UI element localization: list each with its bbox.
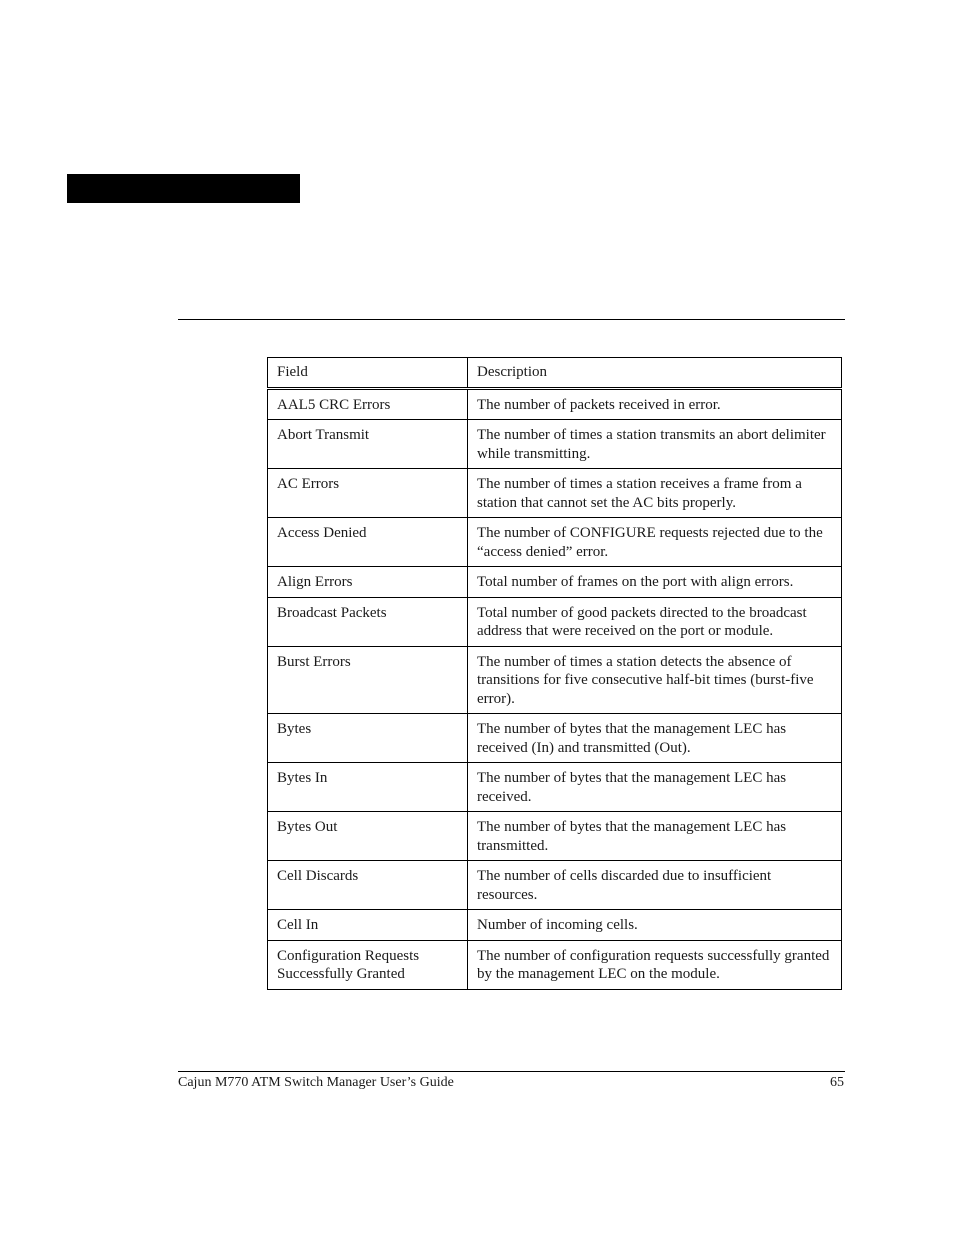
table-row [268,812,842,861]
footer-page-number: 65 [830,1075,844,1090]
table-row [268,940,842,989]
row-description: The number of cells discarded due to insufficient resources. [468,861,842,910]
row-description: The number of packets received in error. [468,388,842,420]
table-row [268,646,842,714]
row-description: The number of times a station detects the absence of transitions for five consecutive half-bit times (burst-five error). [468,646,842,714]
row-field: AC Errors [268,469,468,518]
row-field: Bytes In [268,763,468,812]
row-field: Configuration Requests Successfully Granted [268,940,468,989]
table-row [268,388,842,420]
row-field: AAL5 CRC Errors [268,388,468,420]
row-description: The number of times a station receives a frame from a station that cannot set the AC bits properly. [468,469,842,518]
chapter-tab-bar [67,174,300,203]
table-row [268,861,842,910]
table-row [268,469,842,518]
table-row [268,597,842,646]
row-description: The number of bytes that the management LEC has received (In) and transmitted (Out). [468,714,842,763]
table-row [268,420,842,469]
row-field: Burst Errors [268,646,468,714]
row-description: The number of times a station transmits an abort delimiter while transmitting. [468,420,842,469]
header-rule [178,319,845,320]
footer-rule [178,1071,845,1072]
row-field: Bytes [268,714,468,763]
row-field: Abort Transmit [268,420,468,469]
row-field: Bytes Out [268,812,468,861]
table-row [268,567,842,598]
row-field: Broadcast Packets [268,597,468,646]
table-row [268,518,842,567]
row-description: The number of bytes that the management LEC has received. [468,763,842,812]
row-field: Cell In [268,910,468,941]
table-row [268,910,842,941]
table-row [268,763,842,812]
field-description-table [267,357,842,990]
table-header-row [268,358,842,389]
row-description: The number of CONFIGURE requests rejected due to the “access denied” error. [468,518,842,567]
row-description: Total number of good packets directed to the broadcast address that were received on the port or module. [468,597,842,646]
table-row [268,714,842,763]
row-description: The number of bytes that the management LEC has transmitted. [468,812,842,861]
row-field: Cell Discards [268,861,468,910]
header-description: Description [468,358,842,389]
row-description: Total number of frames on the port with align errors. [468,567,842,598]
header-field: Field [268,358,468,389]
footer-document-title: Cajun M770 ATM Switch Manager User’s Guide [178,1075,454,1090]
row-field: Align Errors [268,567,468,598]
row-field: Access Denied [268,518,468,567]
row-description: The number of configuration requests successfully granted by the management LEC on the module. [468,940,842,989]
row-description: Number of incoming cells. [468,910,842,941]
